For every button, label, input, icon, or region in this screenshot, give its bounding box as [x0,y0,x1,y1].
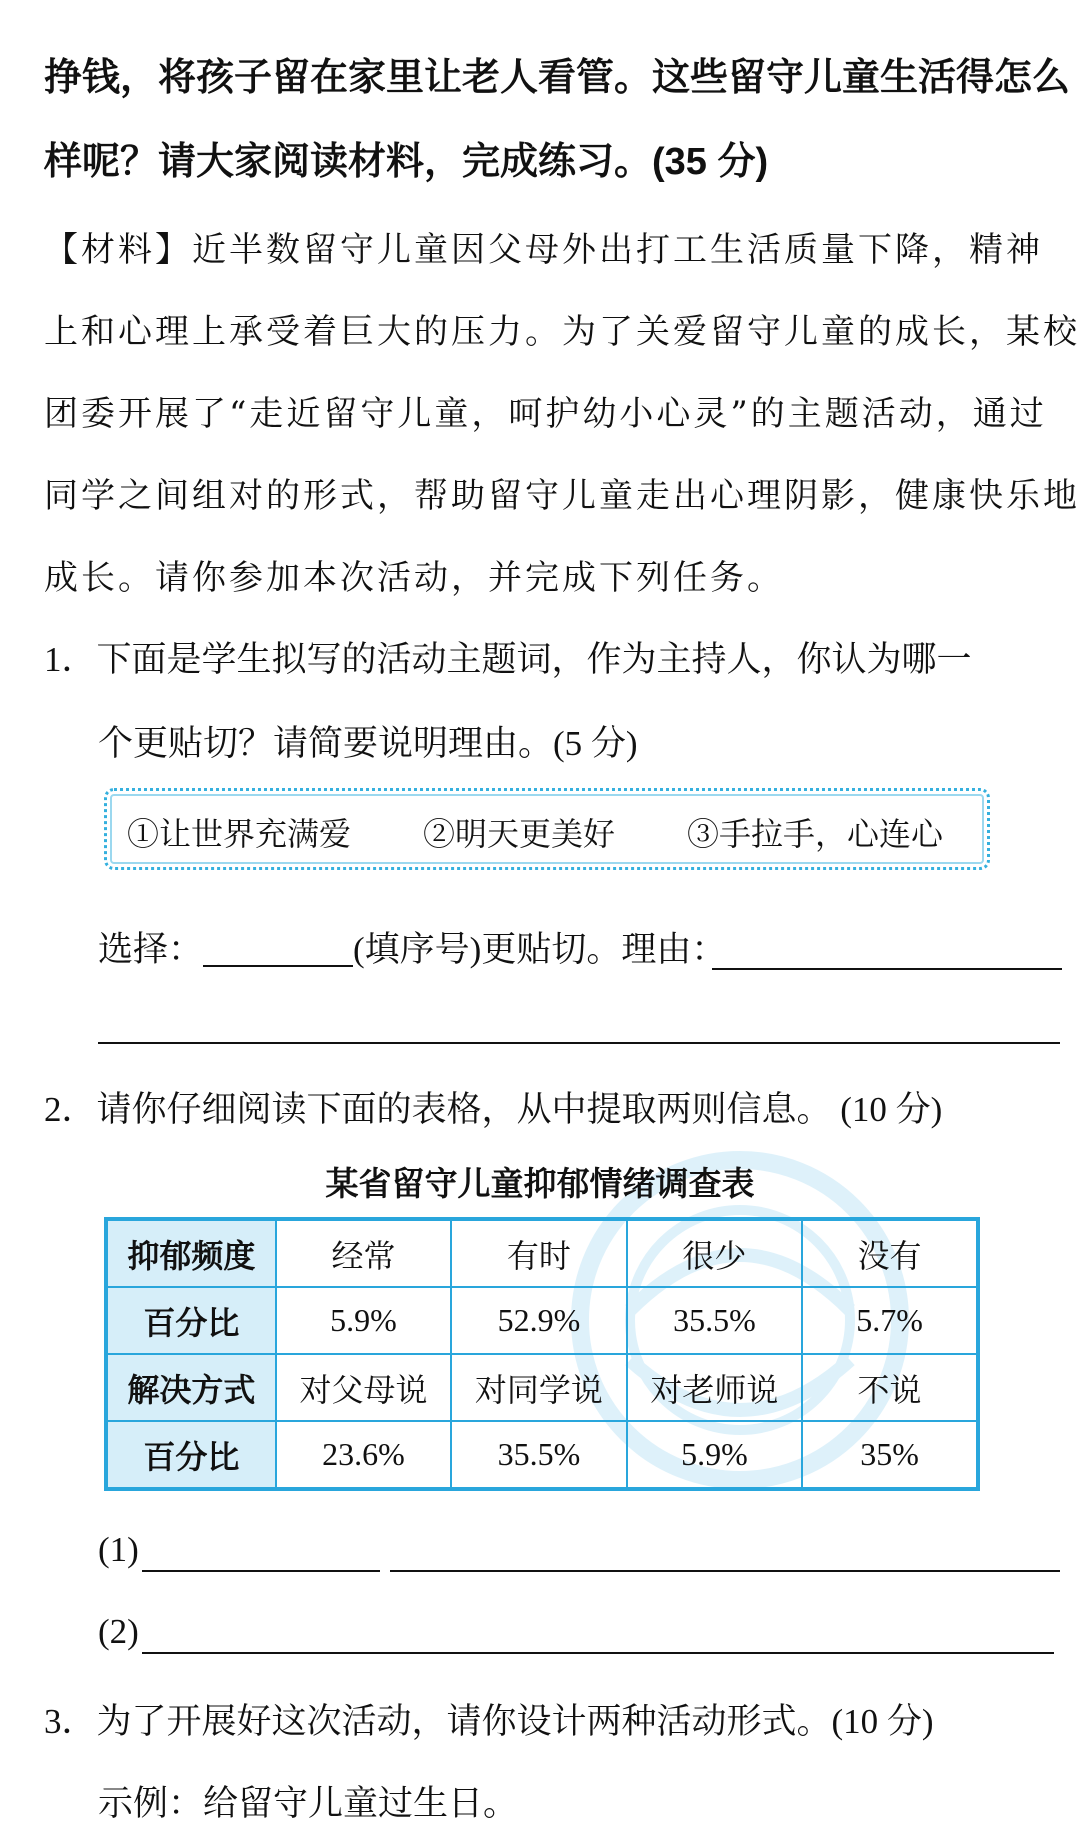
survey-table [104,1217,980,1491]
theme-option-3: ③手拉手，心连心 [687,815,944,853]
table-cell: 有时 [451,1219,626,1287]
table-cell: 对父母说 [276,1354,451,1421]
table-cell: 5.7% [802,1287,978,1354]
table-cell: 没有 [802,1219,978,1287]
answer-reason-blank[interactable] [712,968,1062,970]
table-row [106,1219,978,1287]
material-line-4: 同学之间组对的形式，帮助留守儿童走出心理阴影，健康快乐地 [44,476,1080,516]
theme-options-box [104,788,990,870]
table-cell: 很少 [627,1219,802,1287]
answer-reason-line-2[interactable] [98,1042,1060,1044]
intro-line-2 [44,130,768,185]
question-1-answer-row [98,922,726,972]
answer-reason-label: (填序号)更贴切。理由： [353,930,727,969]
theme-option-1: ①让世界充满爱 [127,815,352,853]
theme-option-2: ②明天更美好 [423,815,616,853]
table-cell: 对同学说 [451,1354,626,1421]
question-3-line-1: 3．为了开展好这次活动，请你设计两种活动形式。(10 分) [44,1702,934,1741]
intro-line-1: 挣钱，将孩子留在家里让老人看管。这些留守儿童生活得怎么 [44,57,1071,99]
material-line-1: 【材料】近半数留守儿童因父母外出打工生活质量下降，精神 [44,230,1043,270]
material-line-5: 成长。请你参加本次活动，并完成下列任务。 [44,558,784,598]
table-cell: 5.9% [627,1421,802,1489]
question-1-line-1: 1．下面是学生拟写的活动主题词，作为主持人，你认为哪一 [44,640,972,679]
question-2-line-1: 2．请你仔细阅读下面的表格，从中提取两则信息。 (10 分) [44,1090,943,1129]
table-cell: 不说 [802,1354,978,1421]
table-cell: 解决方式 [106,1354,276,1421]
table-row [106,1287,978,1354]
answer-choice-blank[interactable] [203,935,353,967]
table-cell: 35.5% [627,1287,802,1354]
answer-1-blank-a[interactable] [142,1570,380,1572]
table-cell: 52.9% [451,1287,626,1354]
material-line-2: 上和心理上承受着巨大的压力。为了关爱留守儿童的成长，某校 [44,312,1080,352]
answer-1-label: (1) [98,1530,139,1569]
table-cell: 百分比 [106,1421,276,1489]
table-cell: 35% [802,1421,978,1489]
material-line-3: 团委开展了“走近留守儿童，呵护幼小心灵”的主题活动，通过 [44,394,1047,434]
table-row [106,1354,978,1421]
table-cell: 23.6% [276,1421,451,1489]
table-title: 某省留守儿童抑郁情绪调查表 [325,1165,755,1202]
answer-choice-label: 选择： [98,930,204,969]
answer-1-blank-b[interactable] [390,1570,1060,1572]
table-cell: 抑郁频度 [106,1219,276,1287]
intro-line-2-text: 样呢？请大家阅读材料，完成练习。(35 分) [44,141,769,183]
table-cell: 35.5% [451,1421,626,1489]
table-cell: 对老师说 [627,1354,802,1421]
table-cell: 5.9% [276,1287,451,1354]
question-3-example: 示例：给留守儿童过生日。 [98,1784,519,1823]
answer-2-blank[interactable] [142,1652,1054,1654]
table-cell: 百分比 [106,1287,276,1354]
table-cell: 经常 [276,1219,451,1287]
answer-2-label: (2) [98,1612,139,1651]
table-row [106,1421,978,1489]
question-1-line-2: 个更贴切？请简要说明理由。(5 分) [98,724,638,763]
